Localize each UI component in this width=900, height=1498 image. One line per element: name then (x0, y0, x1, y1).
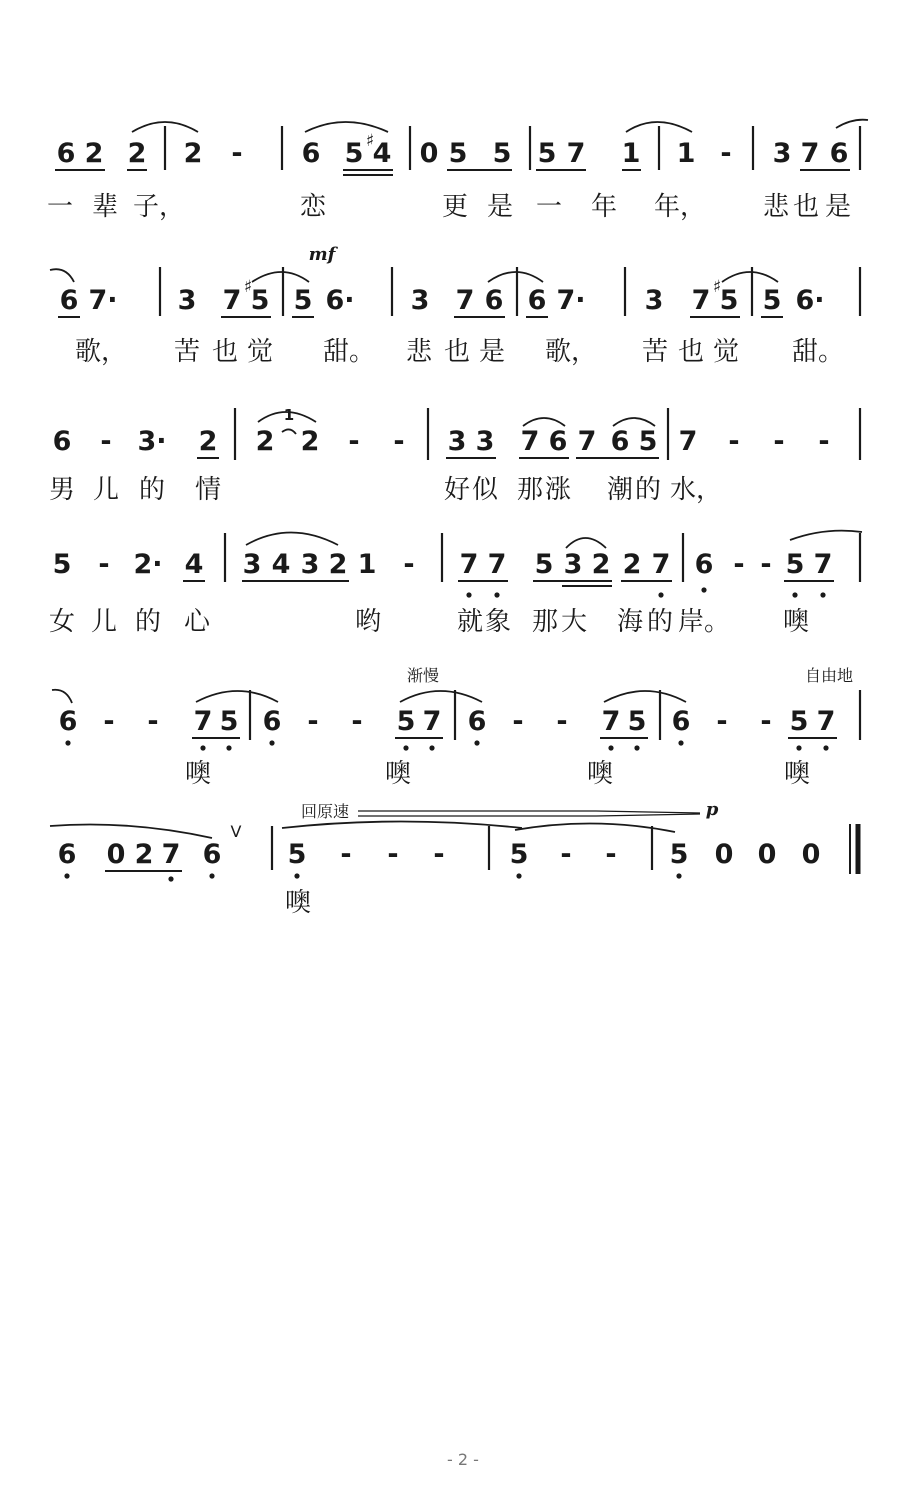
note: - (512, 706, 524, 737)
lower-octave-dot (494, 592, 499, 597)
note: 5 (219, 706, 239, 737)
dynamic-mark: p (705, 799, 719, 820)
note: - (773, 426, 785, 457)
note: - (100, 426, 112, 457)
lyric: 甜。 (322, 337, 376, 367)
lower-octave-dot (658, 592, 663, 597)
note: 5 (52, 549, 72, 580)
note: 2 (591, 549, 611, 580)
note: - (716, 706, 728, 737)
note: 3 (563, 549, 583, 580)
dynamic-mark: mf (308, 244, 336, 265)
note: 6 (202, 839, 222, 870)
system-5 (52, 666, 860, 789)
note: 5 (344, 138, 364, 169)
lower-octave-dot (516, 873, 521, 878)
lyric: 那 (516, 475, 544, 505)
note: 2 (622, 549, 642, 580)
lyric: 噢 (384, 759, 412, 789)
note: 2 (183, 138, 203, 169)
note: 7 (487, 549, 507, 580)
lower-octave-dot (820, 592, 825, 597)
note: 6 (548, 426, 568, 457)
note: 7 (691, 285, 711, 316)
lyric: 岸。 (677, 607, 731, 637)
note: 5 (509, 839, 529, 870)
note: - (340, 839, 352, 870)
lower-octave-dot (678, 740, 683, 745)
lyric: 觉 (246, 337, 274, 367)
note: 6· (795, 285, 825, 316)
lyric: 年 (590, 192, 618, 222)
lower-octave-dot (226, 745, 231, 750)
lyric: 悲 (762, 192, 790, 222)
lower-octave-dot (792, 592, 797, 597)
note: - (403, 549, 415, 580)
note: 5 (638, 426, 658, 457)
grace-slur (282, 429, 296, 434)
note: - (605, 839, 617, 870)
note: 6 (57, 839, 77, 870)
diminuendo-hairpin (596, 814, 700, 816)
lower-octave-dot (200, 745, 205, 750)
note: 3· (137, 426, 167, 457)
slur (246, 533, 338, 546)
system-3 (49, 406, 860, 505)
note: 5 (762, 285, 782, 316)
tempo-mark: 渐慢 (406, 666, 440, 685)
note: 6 (484, 285, 504, 316)
system-6 (50, 799, 858, 918)
note: 5 (396, 706, 416, 737)
lower-octave-dot (269, 740, 274, 745)
note: 7 (601, 706, 621, 737)
lower-octave-dot (701, 587, 706, 592)
note: 7 (816, 706, 836, 737)
note: 7 (193, 706, 213, 737)
note: - (560, 839, 572, 870)
note: 7 (678, 426, 698, 457)
lyric: 苦 (173, 337, 201, 367)
note: 3 (447, 426, 467, 457)
note: 2· (133, 549, 163, 580)
lower-octave-dot (209, 873, 214, 878)
note: - (433, 839, 445, 870)
lyric: 哟 (354, 607, 382, 637)
grace-note: 1 (283, 406, 295, 424)
note: 4 (372, 138, 392, 169)
lyric: 歌， (74, 337, 128, 367)
system-2 (50, 244, 860, 367)
note: 2 (198, 426, 218, 457)
lyric: 象 (484, 607, 512, 637)
note: 2 (84, 138, 104, 169)
lyric: 大 (560, 607, 588, 637)
note: 0 (801, 839, 821, 870)
note: - (818, 426, 830, 457)
lyric: 甜。 (791, 337, 845, 367)
note: 1 (676, 138, 696, 169)
note: 6 (527, 285, 547, 316)
lyric: 是 (486, 192, 514, 222)
lyric: 一 (46, 192, 74, 222)
sharp-accidental: ♯ (243, 277, 253, 297)
lyric: 辈 (91, 192, 119, 222)
note: 7· (556, 285, 586, 316)
note: 3 (300, 549, 320, 580)
note: 7 (459, 549, 479, 580)
lyric: 似 (471, 475, 499, 505)
note: 3 (772, 138, 792, 169)
slur (604, 691, 686, 702)
note: 5 (448, 138, 468, 169)
system-4 (49, 531, 862, 637)
lyric: 的 (134, 607, 162, 637)
tempo-mark: 自由地 (804, 666, 854, 685)
lyric: 也 (792, 192, 820, 222)
note: - (231, 138, 243, 169)
note: 1 (621, 138, 641, 169)
lyric: 就 (456, 607, 484, 637)
tie (488, 272, 543, 282)
note: - (98, 549, 110, 580)
lyric: 好 (443, 475, 471, 505)
lyric: 涨 (544, 475, 572, 505)
note: 6 (467, 706, 487, 737)
lyric: 子， (132, 192, 186, 222)
lyric: 是 (824, 192, 852, 222)
lyric: 男 (48, 475, 76, 505)
lyric: 年， (653, 192, 707, 222)
note: 2 (127, 138, 147, 169)
note: 5 (287, 839, 307, 870)
note: 6 (52, 426, 72, 457)
lower-octave-dot (466, 592, 471, 597)
note: - (387, 839, 399, 870)
note: 6 (59, 285, 79, 316)
note: - (728, 426, 740, 457)
note: 6 (671, 706, 691, 737)
note: - (760, 549, 772, 580)
note: 2 (134, 839, 154, 870)
slur (50, 825, 212, 839)
note: 6 (301, 138, 321, 169)
note: 0 (419, 138, 439, 169)
page-number: - 2 - (447, 1450, 479, 1469)
note: 5 (789, 706, 809, 737)
slur (196, 691, 278, 702)
note: 6· (325, 285, 355, 316)
lyric: 海 (616, 607, 644, 637)
lyric: 觉 (712, 337, 740, 367)
note: 7 (566, 138, 586, 169)
lower-octave-dot (474, 740, 479, 745)
note: 5 (785, 549, 805, 580)
note: 6 (694, 549, 714, 580)
lower-octave-dot (168, 876, 173, 881)
lyric: 的 (138, 475, 166, 505)
lower-octave-dot (634, 745, 639, 750)
tie (836, 120, 868, 128)
note: 2 (328, 549, 348, 580)
note: 7 (651, 549, 671, 580)
note: 5 (492, 138, 512, 169)
lyric: 恋 (299, 192, 327, 222)
lyric: 更 (441, 192, 469, 222)
lower-octave-dot (796, 745, 801, 750)
tie (252, 272, 309, 282)
lyric: 噢 (782, 607, 810, 637)
slur (613, 418, 655, 426)
slur (400, 691, 482, 702)
tie (282, 822, 522, 829)
note: 6 (829, 138, 849, 169)
lower-octave-dot (64, 873, 69, 878)
lyric: 那 (531, 607, 559, 637)
lyric: 水， (669, 475, 723, 505)
note: 7· (88, 285, 118, 316)
note: - (307, 706, 319, 737)
tie (722, 272, 778, 282)
lyric: 噢 (783, 759, 811, 789)
note: 5 (537, 138, 557, 169)
note: - (760, 706, 772, 737)
lyric: 是 (478, 337, 506, 367)
note: 5 (669, 839, 689, 870)
lower-octave-dot (823, 745, 828, 750)
note: 5 (719, 285, 739, 316)
sharp-accidental: ♯ (365, 131, 375, 151)
note: 2 (300, 426, 320, 457)
lyric: 一 (535, 192, 563, 222)
note: 5 (627, 706, 647, 737)
lower-octave-dot (608, 745, 613, 750)
note: 3 (177, 285, 197, 316)
diminuendo-hairpin (596, 811, 700, 813)
note: 4 (271, 549, 291, 580)
note: - (351, 706, 363, 737)
lyric: 苦 (641, 337, 669, 367)
lyric: 的 (634, 475, 662, 505)
note: 5 (250, 285, 270, 316)
note: - (103, 706, 115, 737)
system-1 (47, 120, 868, 222)
note: 7 (422, 706, 442, 737)
lower-octave-dot (65, 740, 70, 745)
note: 6 (262, 706, 282, 737)
lyric: 噢 (284, 888, 312, 918)
lower-octave-dot (429, 745, 434, 750)
note: 7 (455, 285, 475, 316)
sharp-accidental: ♯ (712, 277, 722, 297)
lyric: 女 (48, 607, 76, 637)
tie (52, 690, 72, 703)
note: 6 (610, 426, 630, 457)
lyric: 噢 (184, 759, 212, 789)
note: 3 (410, 285, 430, 316)
tie (50, 269, 74, 282)
note: - (393, 426, 405, 457)
lyric: 儿 (90, 607, 118, 637)
lyric: 也 (677, 337, 705, 367)
note: 3 (475, 426, 495, 457)
note: 7 (520, 426, 540, 457)
note: 6 (56, 138, 76, 169)
lower-octave-dot (676, 873, 681, 878)
slur (305, 122, 388, 132)
note: 5 (293, 285, 313, 316)
note: 6 (58, 706, 78, 737)
lyric: 悲 (405, 337, 433, 367)
note: 5 (534, 549, 554, 580)
lyric: 情 (194, 475, 222, 505)
lyric: 儿 (92, 475, 120, 505)
note: - (720, 138, 732, 169)
lyric: 的 (646, 607, 674, 637)
lyric: 歌， (544, 337, 598, 367)
slur (566, 538, 606, 548)
note: 0 (714, 839, 734, 870)
note: 2 (255, 426, 275, 457)
note: 7 (813, 549, 833, 580)
breath-mark: V (230, 822, 242, 841)
lower-octave-dot (403, 745, 408, 750)
slur (523, 418, 565, 426)
note: 3 (644, 285, 664, 316)
note: 7 (161, 839, 181, 870)
note: 7 (222, 285, 242, 316)
lyric: 也 (443, 337, 471, 367)
note: - (147, 706, 159, 737)
lyric: 潮 (606, 475, 634, 505)
note: 1 (357, 549, 377, 580)
lyric: 噢 (586, 759, 614, 789)
lyric: 也 (211, 337, 239, 367)
note: - (733, 549, 745, 580)
note: 4 (184, 549, 204, 580)
note: 3 (242, 549, 262, 580)
note: 7 (800, 138, 820, 169)
note: - (348, 426, 360, 457)
note: 7 (577, 426, 597, 457)
tie (790, 531, 862, 540)
note: 0 (757, 839, 777, 870)
tempo-mark: 回原速 (300, 802, 350, 821)
lyric: 心 (183, 607, 211, 637)
lower-octave-dot (294, 873, 299, 878)
note: - (556, 706, 568, 737)
note: 0 (106, 839, 126, 870)
